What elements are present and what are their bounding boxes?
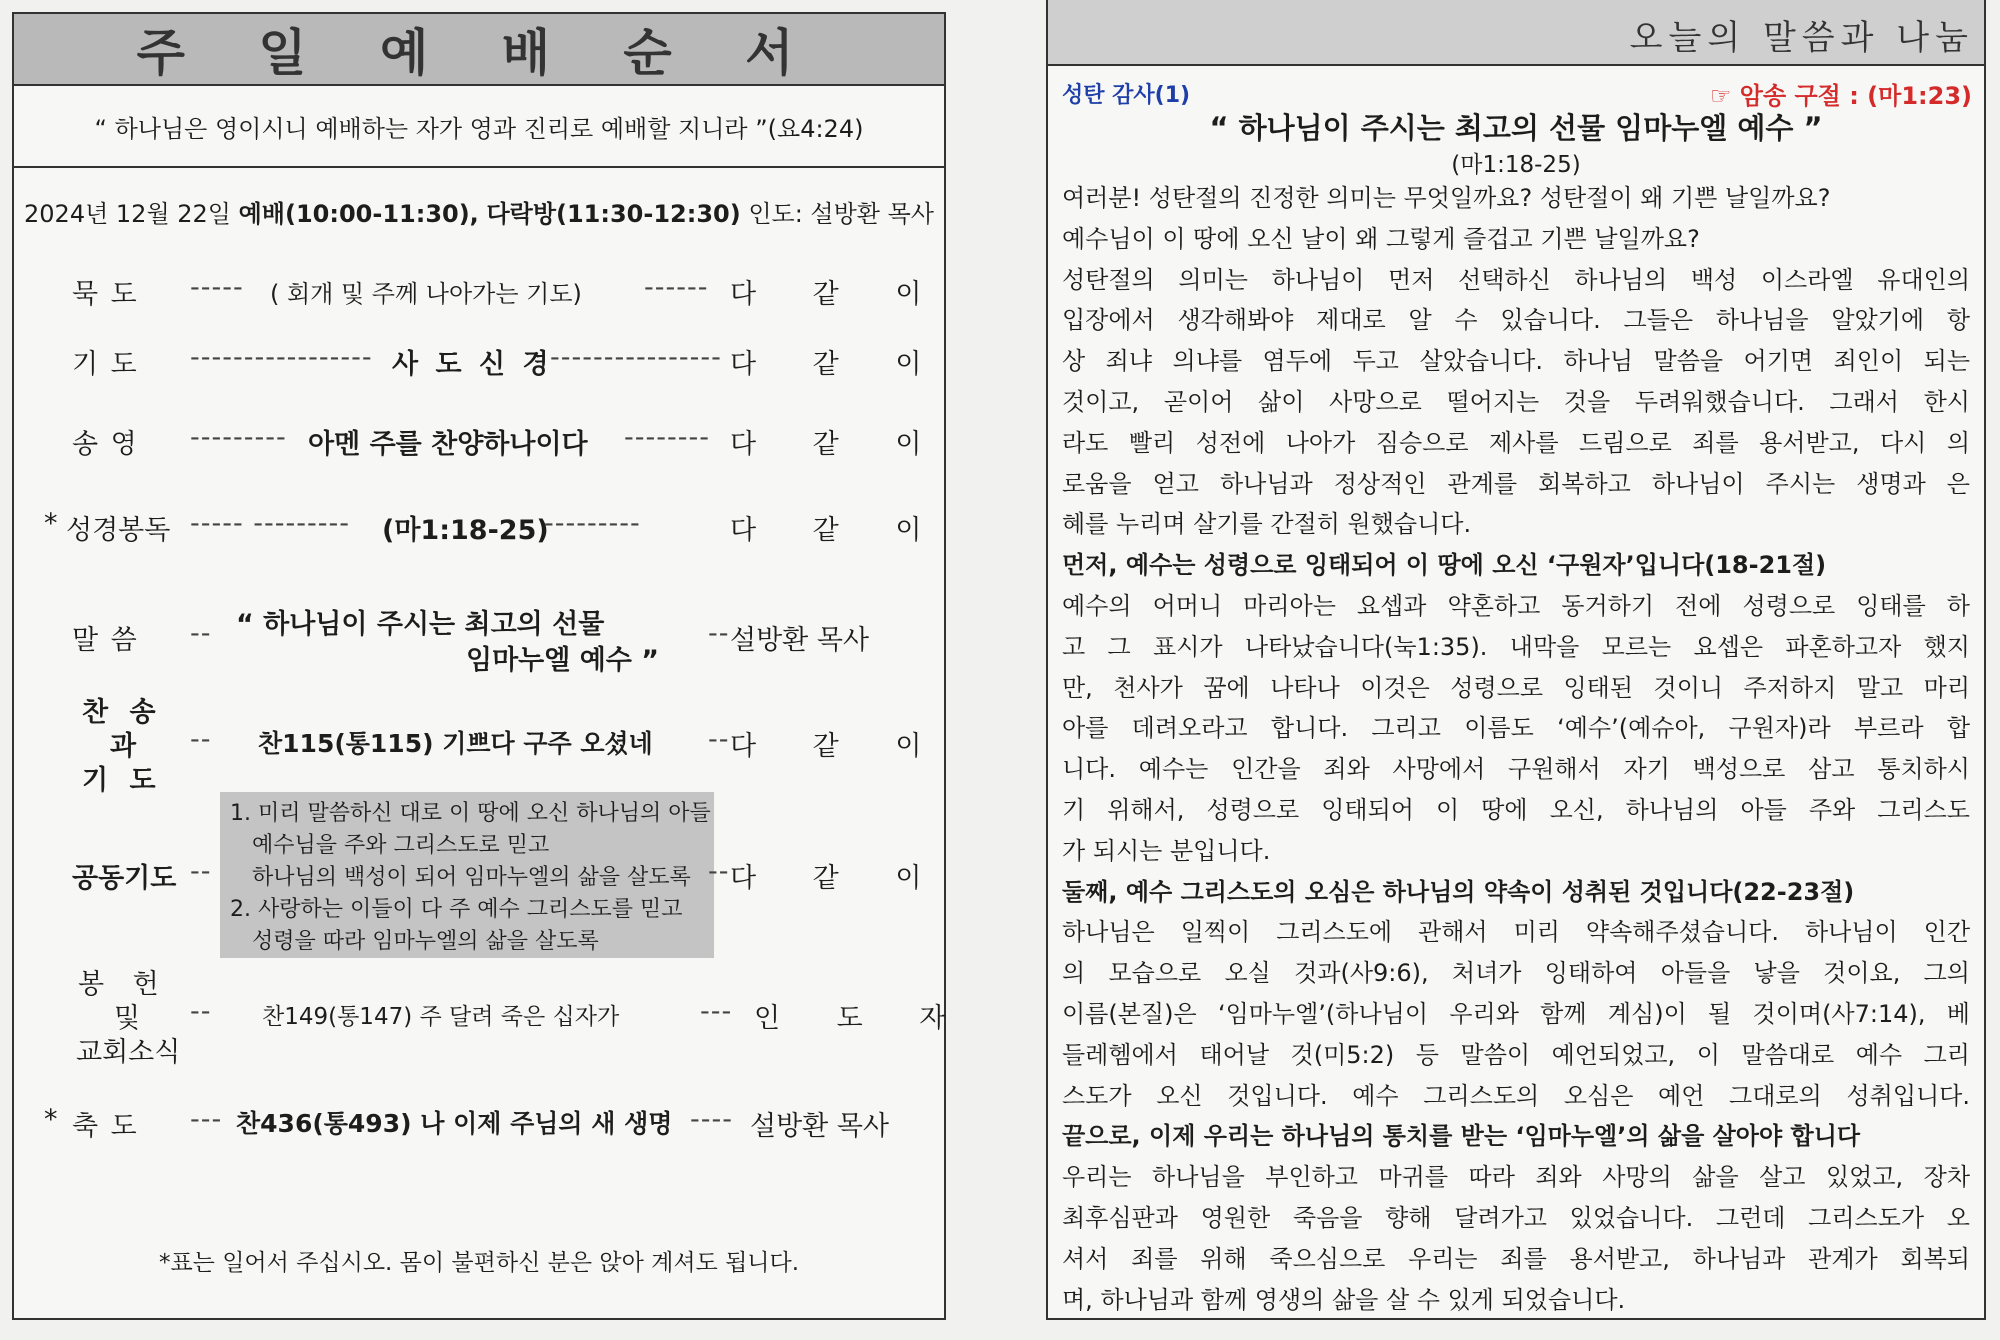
body-line: 라도 빨리 성전에 나아가 짐승으로 제사를 드림으로 죄를 용서받고, 다시 의 (1062, 428, 1970, 457)
prayer-line: 1. 미리 말씀하신 대로 이 땅에 오신 하나님의 아들 (230, 801, 711, 826)
order-content: 사 도 신 경 (392, 349, 553, 380)
body-line: 로움을 얻고 하나님과 정상적인 관계를 회복하고 하나님이 주시는 생명과 은 (1062, 469, 1970, 498)
body-line: 입장에서 생각해봐야 제대로 알 수 있습니다. 그들은 하나님을 알았기에 항 (1062, 306, 1970, 335)
order-label: 말 씀 (72, 625, 139, 656)
body-line: 것이고, 곧이어 삶이 사망으로 떨어지는 것을 두려워했습니다. 그래서 한시 (1062, 387, 1970, 416)
order-row-doxology (14, 422, 944, 462)
order-dash: ----- (190, 272, 244, 303)
body-line: 가 되시는 분입니다. (1062, 836, 1271, 865)
order-content: 아멘 주를 찬양하나이다 (308, 429, 588, 460)
order-responder: 인 도 자 (754, 1003, 970, 1034)
sermon-title: “ 하나님이 주시는 최고의 선물 임마누엘 예수 ” (1209, 111, 1823, 145)
body-line: 최후심판과 영원한 죽음을 향해 달려가고 있었습니다. 그런데 그리스도가 오 (1062, 1203, 1970, 1232)
order-responder: 다 같 이 (730, 731, 946, 762)
section-heading: 둘째, 예수 그리스도의 오심은 하나님의 약속이 성취된 것입니다(22-23절) (1062, 877, 1855, 906)
order-responder: 다 같 이 (730, 349, 946, 380)
order-content: 찬149(통147) 주 달려 죽은 십자가 (262, 1004, 620, 1030)
body-line: 기 위해서, 성령으로 잉태되어 이 땅에 오신, 하나님의 아들 주와 그리스도 (1062, 795, 1970, 824)
order-dash: --------- (190, 422, 287, 453)
order-content-line1: “ 하나님이 주시는 최고의 선물 (236, 609, 605, 640)
order-dash: -- (190, 724, 212, 755)
order-dash: --------- (544, 508, 641, 539)
body-line: 여러분! 성탄절의 진정한 의미는 무엇일까요? 성탄절이 왜 기쁜 날일까요? (1062, 184, 1831, 212)
order-content: 찬436(통493) 나 이제 주님의 새 생명 (236, 1109, 673, 1138)
order-label: 기 도 (72, 349, 139, 380)
order-label-line2: 과 (110, 731, 137, 762)
body-line: 만, 천사가 꿈에 나타나 이것은 성령으로 잉태된 것이니 주저하지 말고 마리 (1062, 673, 1970, 702)
order-responder: 설방환 목사 (730, 625, 869, 656)
order-dash: -- (190, 996, 212, 1027)
order-row-common-prayer (14, 856, 944, 896)
standing-mark: * (44, 1104, 58, 1135)
body-line: 며, 하나님과 함께 영생의 삶을 살 수 있게 되었습니다. (1062, 1285, 1626, 1314)
body-line: 의 모습으로 오실 것과(사9:6), 처녀가 잉태하여 아들을 낳을 것이요, 그의 (1062, 959, 1970, 988)
order-row-offering-news (14, 962, 970, 1072)
order-row-prayer (14, 342, 944, 382)
body-line: 혜를 누리며 살기를 간절히 원했습니다. (1062, 510, 1472, 539)
order-label-line2: 및 (114, 1003, 141, 1034)
sermon-reference: (마1:18-25) (1451, 152, 1581, 178)
order-dash: ---- (690, 1104, 733, 1135)
body-line: 상 죄냐 의냐를 염두에 두고 살았습니다. 하나님 말씀을 어기면 죄인이 되는 (1062, 347, 1970, 376)
order-label-line3: 교회소식 (76, 1037, 181, 1068)
order-label: 축 도 (72, 1111, 139, 1142)
body-line: 아를 데려오라고 합니다. 그리고 이름도 ‘예수’(예슈아, 구원자)라 부르라 합 (1062, 714, 1970, 743)
body-line: 들레헴에서 태어날 것(미5:2) 등 말씀이 예언되었고, 이 말씀대로 예수 그리 (1062, 1040, 1970, 1069)
order-dash: -- (190, 618, 212, 649)
order-label: 공동기도 (72, 863, 177, 894)
order-responder: 다 같 이 (730, 863, 946, 894)
series-label: 성탄 감사(1) (1062, 83, 1191, 108)
section-heading: 끝으로, 이제 우리는 하나님의 통치를 받는 ‘임마누엘’의 삶을 살아야 합니다 (1062, 1122, 1861, 1151)
service-info (14, 194, 944, 229)
order-dash: -- (708, 724, 730, 755)
order-label: 묵 도 (72, 279, 139, 310)
section-heading: 먼저, 예수는 성령으로 잉태되어 이 땅에 오신 ‘구원자’입니다(18-21절) (1062, 551, 1827, 580)
prayer-line: 2. 사랑하는 이들이 다 주 예수 그리스도를 믿고 (230, 897, 683, 922)
order-dash: -- (190, 856, 212, 887)
order-row-silent-prayer (14, 272, 944, 312)
order-dash: -- (708, 856, 730, 887)
order-dash: -- (708, 618, 730, 649)
body-line: 니다. 예수는 인간을 죄와 사망에서 구원해서 자기 백성으로 삼고 통치하시 (1062, 755, 1970, 784)
order-content: ( 회개 및 주께 나아가는 기도) (270, 280, 582, 308)
service-fellowship-time: 다락방(11:30-12:30) (486, 200, 741, 228)
service-date: 2024년 12월 22일 (24, 200, 231, 228)
body-line: 예수의 어머니 마리아는 요셉과 약혼하고 동거하기 전에 성령으로 잉태를 하 (1062, 591, 1970, 620)
sermon-page (1046, 0, 1986, 1320)
order-responder: 다 같 이 (730, 429, 946, 460)
order-label: 송 영 (72, 429, 139, 460)
scripture-subtitle: “ 하나님은 영이시니 예배하는 자가 영과 진리로 예배할 지니라 ”(요4:24) (14, 86, 944, 168)
order-label-line1: 찬 송 (82, 697, 162, 728)
order-content: 찬115(통115) 기쁘다 구주 오셨네 (258, 729, 653, 758)
order-content: (마1:18-25) (382, 515, 549, 546)
footer-note: *표는 일어서 주십시오. 몸이 불편하신 분은 앉아 계셔도 됩니다. (158, 1250, 800, 1276)
prayer-line: 하나님의 백성이 되어 임마누엘의 삶을 살도록 (252, 865, 691, 890)
body-line: 성탄절의 의미는 하나님이 먼저 선택하신 하나님의 백성 이스라엘 유대인의 (1062, 265, 1970, 294)
order-responder: 다 같 이 (730, 515, 946, 546)
order-label: 성경봉독 (66, 515, 171, 546)
order-row-scripture-reading (14, 508, 944, 548)
order-dash: -------- (624, 422, 710, 453)
sermon-body (1062, 178, 1970, 1320)
service-worship-time: 예배(10:00-11:30), (238, 200, 479, 228)
order-dash: ----------------- (190, 342, 373, 373)
order-content-line2: 임마누엘 예수 ” (466, 645, 660, 676)
body-line: 예수님이 이 땅에 오신 날이 왜 그렇게 즐겁고 기쁜 날일까요? (1062, 224, 1700, 253)
body-line: 스도가 오신 것입니다. 예수 그리스도의 오심은 예언 그대로의 성취입니다. (1062, 1081, 1970, 1110)
order-label-line1: 봉 헌 (78, 969, 169, 1000)
body-line: 하나님은 일찍이 그리스도에 관해서 미리 약속해주셨습니다. 하나님이 인간 (1062, 918, 1970, 947)
header-bar (1048, 0, 1984, 66)
order-dash: --- (700, 996, 733, 1027)
body-line: 우리는 하나님을 부인하고 마귀를 따라 죄와 사망의 삶을 살고 있었고, 장차 (1062, 1163, 1970, 1192)
order-row-sermon (14, 602, 944, 682)
order-row-benediction (14, 1104, 944, 1144)
order-dash: ---------------- (550, 342, 722, 373)
order-dash: ------ (644, 272, 709, 303)
order-responder: 다 같 이 (730, 279, 946, 310)
body-line: 고 그 표시가 나타났습니다(눅1:35). 내막을 모르는 요셉은 파혼하고자 했지 (1062, 632, 1970, 661)
body-line: 셔서 죄를 위해 죽으심으로 우리는 죄를 용서받고, 하나님과 관계가 회복되 (1062, 1244, 1970, 1273)
worship-order-page (12, 12, 970, 1320)
order-row-hymn-prayer (14, 690, 944, 800)
order-dash: --- (190, 1104, 223, 1135)
service-leader: 인도: 설방환 목사 (748, 200, 934, 228)
prayer-line: 예수님을 주와 그리스도로 믿고 (252, 833, 550, 858)
header-title: 오늘의 말씀과 나눔 (1629, 18, 1974, 58)
prayer-line: 성령을 따라 임마누엘의 삶을 살도록 (252, 929, 599, 954)
order-responder: 설방환 목사 (750, 1111, 889, 1142)
body-line: 이름(본질)은 ‘임마누엘’(하나님이 우리와 함께 계심)이 될 것이며(사7:14), 베 (1062, 999, 1970, 1028)
order-dash: ----- --------- (190, 508, 350, 539)
memory-verse: ☞ 암송 구절 : (마1:23) (1709, 82, 1972, 110)
order-label-line3: 기 도 (82, 765, 162, 796)
page-title: 주 일 예 배 순 서 (14, 14, 944, 86)
standing-mark: * (44, 508, 58, 539)
